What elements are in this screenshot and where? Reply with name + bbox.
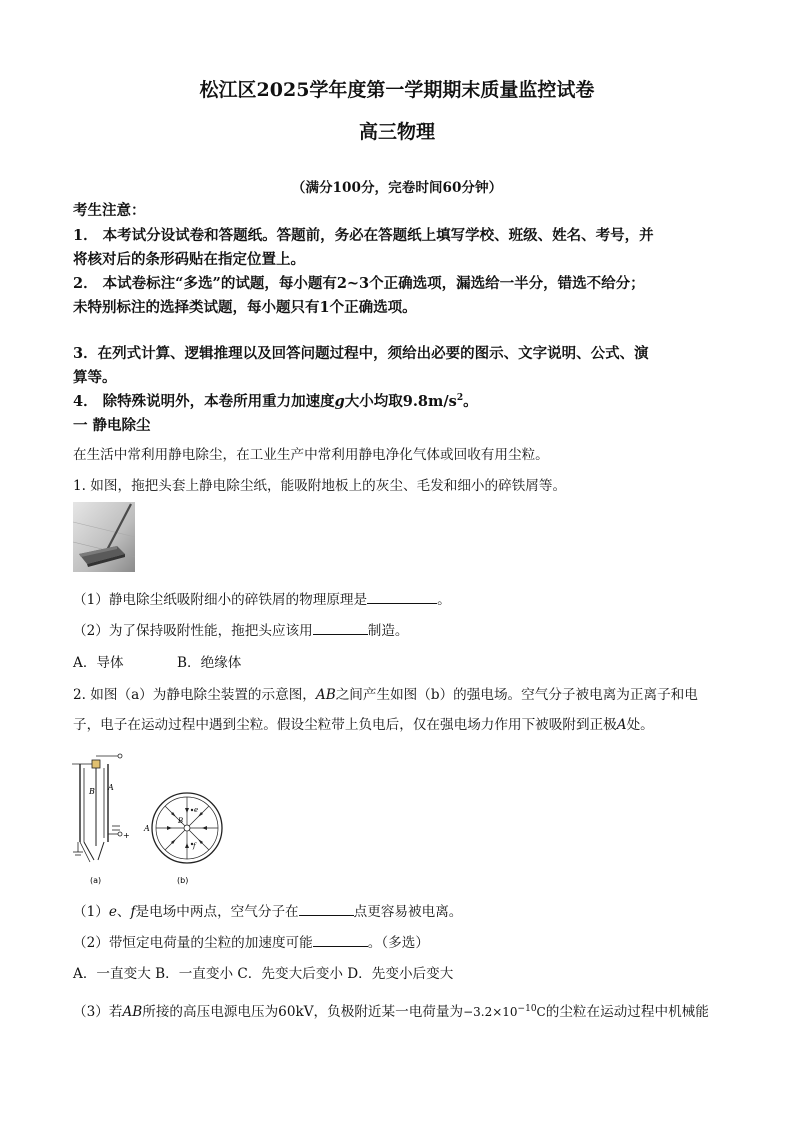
notice-label: 考生注意： [73, 202, 146, 219]
subject-title: 高三物理 [358, 121, 435, 143]
figure-b-caption: (b) [177, 876, 189, 885]
q2-part2-blank[interactable] [313, 932, 368, 947]
figure-b-label-f: f [193, 842, 196, 850]
notice-item-3-cont: 算等。 [73, 369, 117, 386]
notice-item-4: 4． 除特殊说明外，本卷所用重力加速度g大小均取$9.8m/s^2$。 [73, 393, 478, 410]
figure-b-label-B: B [178, 817, 184, 825]
q2-part1-blank[interactable] [299, 901, 354, 916]
figure-a-caption: (a) [90, 876, 102, 885]
q1-part2: （2）为了保持吸附性能，拖把头应该用 制造。 [73, 619, 409, 639]
notice-item-1: 1． 本考试分设试卷和答题纸。答题前，务必在答题纸上填写学校、班级、姓名、考号，并 [73, 227, 654, 244]
q2-part1: （1）e、f是电场中两点，空气分子在 点更容易被电离。 [73, 900, 462, 920]
q2-options[interactable]: A．一直变大 B．一直变小 C．先变大后变小 D．先变小后变大 [73, 966, 454, 982]
q1-option-b[interactable]: B．绝缘体 [177, 655, 242, 671]
q2-part3: （3）若AB所接的高压电源电压为60kV，负极附近某一电荷量为$-3.2\times 10^{-10}C$的尘粒在运动过程中机械能 [73, 1004, 709, 1020]
notice-item-3: 3．在列式计算、逻辑推理以及回答问题过程中，须给出必要的图示、文字说明、公式、演 [73, 345, 649, 362]
mop-photo [73, 502, 135, 572]
q1-part1: （1）静电除尘纸吸附细小的碎铁屑的物理原理是 。 [73, 588, 451, 608]
q2-charge-value: $-3.2\times 10^{-10}C$ [463, 1004, 546, 1019]
section-intro: 在生活中常利用静电除尘，在工业生产中常利用静电净化气体或回收有用尘粒。 [73, 447, 549, 463]
q2-stem-line1: 2. 如图（a）为静电除尘装置的示意图，AB之间产生如图（b）的强电场。空气分子被电离为正离子和电 [73, 687, 698, 703]
q1-part2-blank[interactable] [313, 620, 368, 635]
notice-item-2-cont: 未特别标注的选择类试题，每小题只有1个正确选项。 [73, 299, 417, 316]
q1-part1-blank[interactable] [367, 589, 437, 604]
q1-stem: 1. 如图，拖把头套上静电除尘纸，能吸附地板上的灰尘、毛发和细小的碎铁屑等。 [73, 478, 567, 494]
figure-a-precipitator [68, 750, 138, 890]
exam-title: 松江区2025学年度第一学期期末质量监控试卷 [199, 79, 595, 101]
figure-a-label-B: B [89, 787, 95, 796]
notice-item-1-cont: 将核对后的条形码贴在指定位置上。 [73, 251, 305, 268]
notice-item-2: 2． 本试卷标注“多选”的试题，每小题有2~3个正确选项，漏选给一半分，错选不给分； [73, 275, 645, 292]
figure-b-label-A: A [144, 824, 150, 833]
q2-stem-line2: 子，电子在运动过程中遇到尘粒。假设尘粒带上负电后，仅在强电场力作用下被吸附到正极A处。 [73, 717, 654, 733]
figure-b-radial-field [140, 786, 240, 890]
q1-option-a[interactable]: A．导体 [73, 655, 124, 671]
figure-a-plus: + [123, 831, 130, 840]
figure-b-label-e: e [194, 806, 199, 814]
figure-a-label-A: A [108, 783, 114, 792]
q2-part2: （2）带恒定电荷量的尘粒的加速度可能 。（多选） [73, 931, 429, 951]
section-heading: 一 静电除尘 [73, 417, 151, 434]
exam-meta: （满分100分，完卷时间60分钟） [291, 180, 503, 196]
